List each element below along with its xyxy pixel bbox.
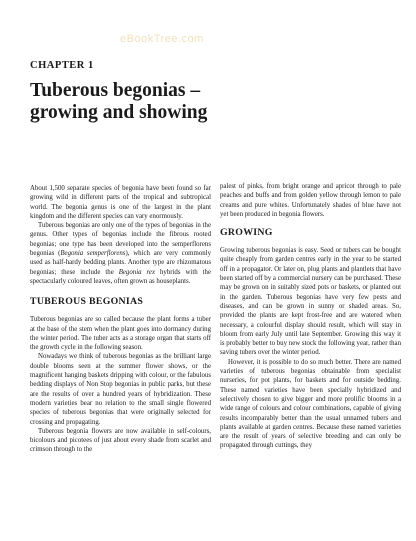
section-heading: GROWING bbox=[220, 227, 273, 239]
paragraph: Nowadays we think of tuberous begonias as the brilliant large double blooms seen at the summer flower shows, or the magnificent hanging baskets dripping with colour, or the fabulous bedding displays of Non Stop begonias in public parks, but these are the results of over a hundred years of hybridization. These modern varieties bear no relation to the small single flowered species of tuberous begonias that were originally selected for crossing and propagating. bbox=[30, 353, 211, 426]
paragraph: Tuberous begonia flowers are now available in self-colours, bicolours and picotees of just about every shade from scarlet and crimson through to the bbox=[30, 427, 211, 454]
paragraph: About 1,500 separate species of begonia have been found so far growing wild in different parts of the tropical and subtropical world. The begonia genus is one of the largest in the plant kingdom and the different species can vary enormously. bbox=[30, 185, 211, 220]
paragraph: Tuberous begonias are so called because the plant forms a tuber at the base of the stem when the plant goes into dormancy during the winter period. The tuber acts as a storage organ that starts off the growth cycle in the following season. bbox=[30, 316, 211, 352]
italic-term: Begonia rex bbox=[118, 268, 155, 276]
paragraph: Growing tuberous begonias is easy. Seed or tubers can be bought quite cheaply from garden centres early in the year to be started off in a propagator. Or later on, plug plants and plantlets that have been started off by a commercial nursery can be purchased. These may be grown on in suitably sized pots or baskets, or planted out in the garden. Tuberous begonias have very few pests and diseases, and can be grown in sunny or shaded areas. So, provided the plants are kept frost-free and are watered when necessary, a colourful display should result, which will stay in bloom from early July until late September. Growing this way it is probably better to buy new stock the following year, rather than saving tubers over the winter period. bbox=[220, 247, 401, 357]
italic-term: Begonia semperflorens bbox=[60, 250, 126, 258]
text-span: Tuberous begonias are only one of the types of begonias in the genus. Other types of begonias include the fibrous rooted begonias; one type has been developed into the semperflorens begonias ( bbox=[30, 222, 211, 258]
section-heading: TUBEROUS BEGONIAS bbox=[30, 296, 144, 308]
chapter-label: CHAPTER 1 bbox=[30, 60, 94, 71]
right-column bbox=[220, 182, 401, 451]
left-column bbox=[30, 184, 211, 455]
chapter-title bbox=[30, 80, 390, 124]
text-span: ), which are very commonly used as half-hardy bedding plants. Another type are rhizomatous begonias; these include the bbox=[30, 250, 211, 276]
title-line-2: growing and showing bbox=[30, 102, 208, 123]
paragraph: palest of pinks, from bright orange and apricot through to pale peaches and buffs and from golden yellow through lemon to pale creams and pure whites. Unfortunately shades of blue have not yet been produced in begonia flowers. bbox=[220, 183, 401, 218]
paragraph: However, it is possible to do so much better. There are named varieties of tuberous begonias obtainable from specialist nurseries, for pot plants, for baskets and for outside bedding. These named varieties have been specially hybridized and selectively chosen to give bigger and more prolific blooms in a wide range of colours and colour combinations, capable of giving results incomparably better than the usual unnamed tubers and plants available at garden centres. Because these named varieties are the result of years of selective breeding and can only be propagated through cuttings, they bbox=[220, 358, 401, 450]
title-line-1: Tuberous begonias – bbox=[30, 80, 201, 101]
text-span: hybrids with the spectacularly coloured leaves, often grown as houseplants. bbox=[30, 268, 211, 285]
paragraph bbox=[30, 221, 211, 286]
watermark: eBookTree.com bbox=[120, 33, 204, 45]
